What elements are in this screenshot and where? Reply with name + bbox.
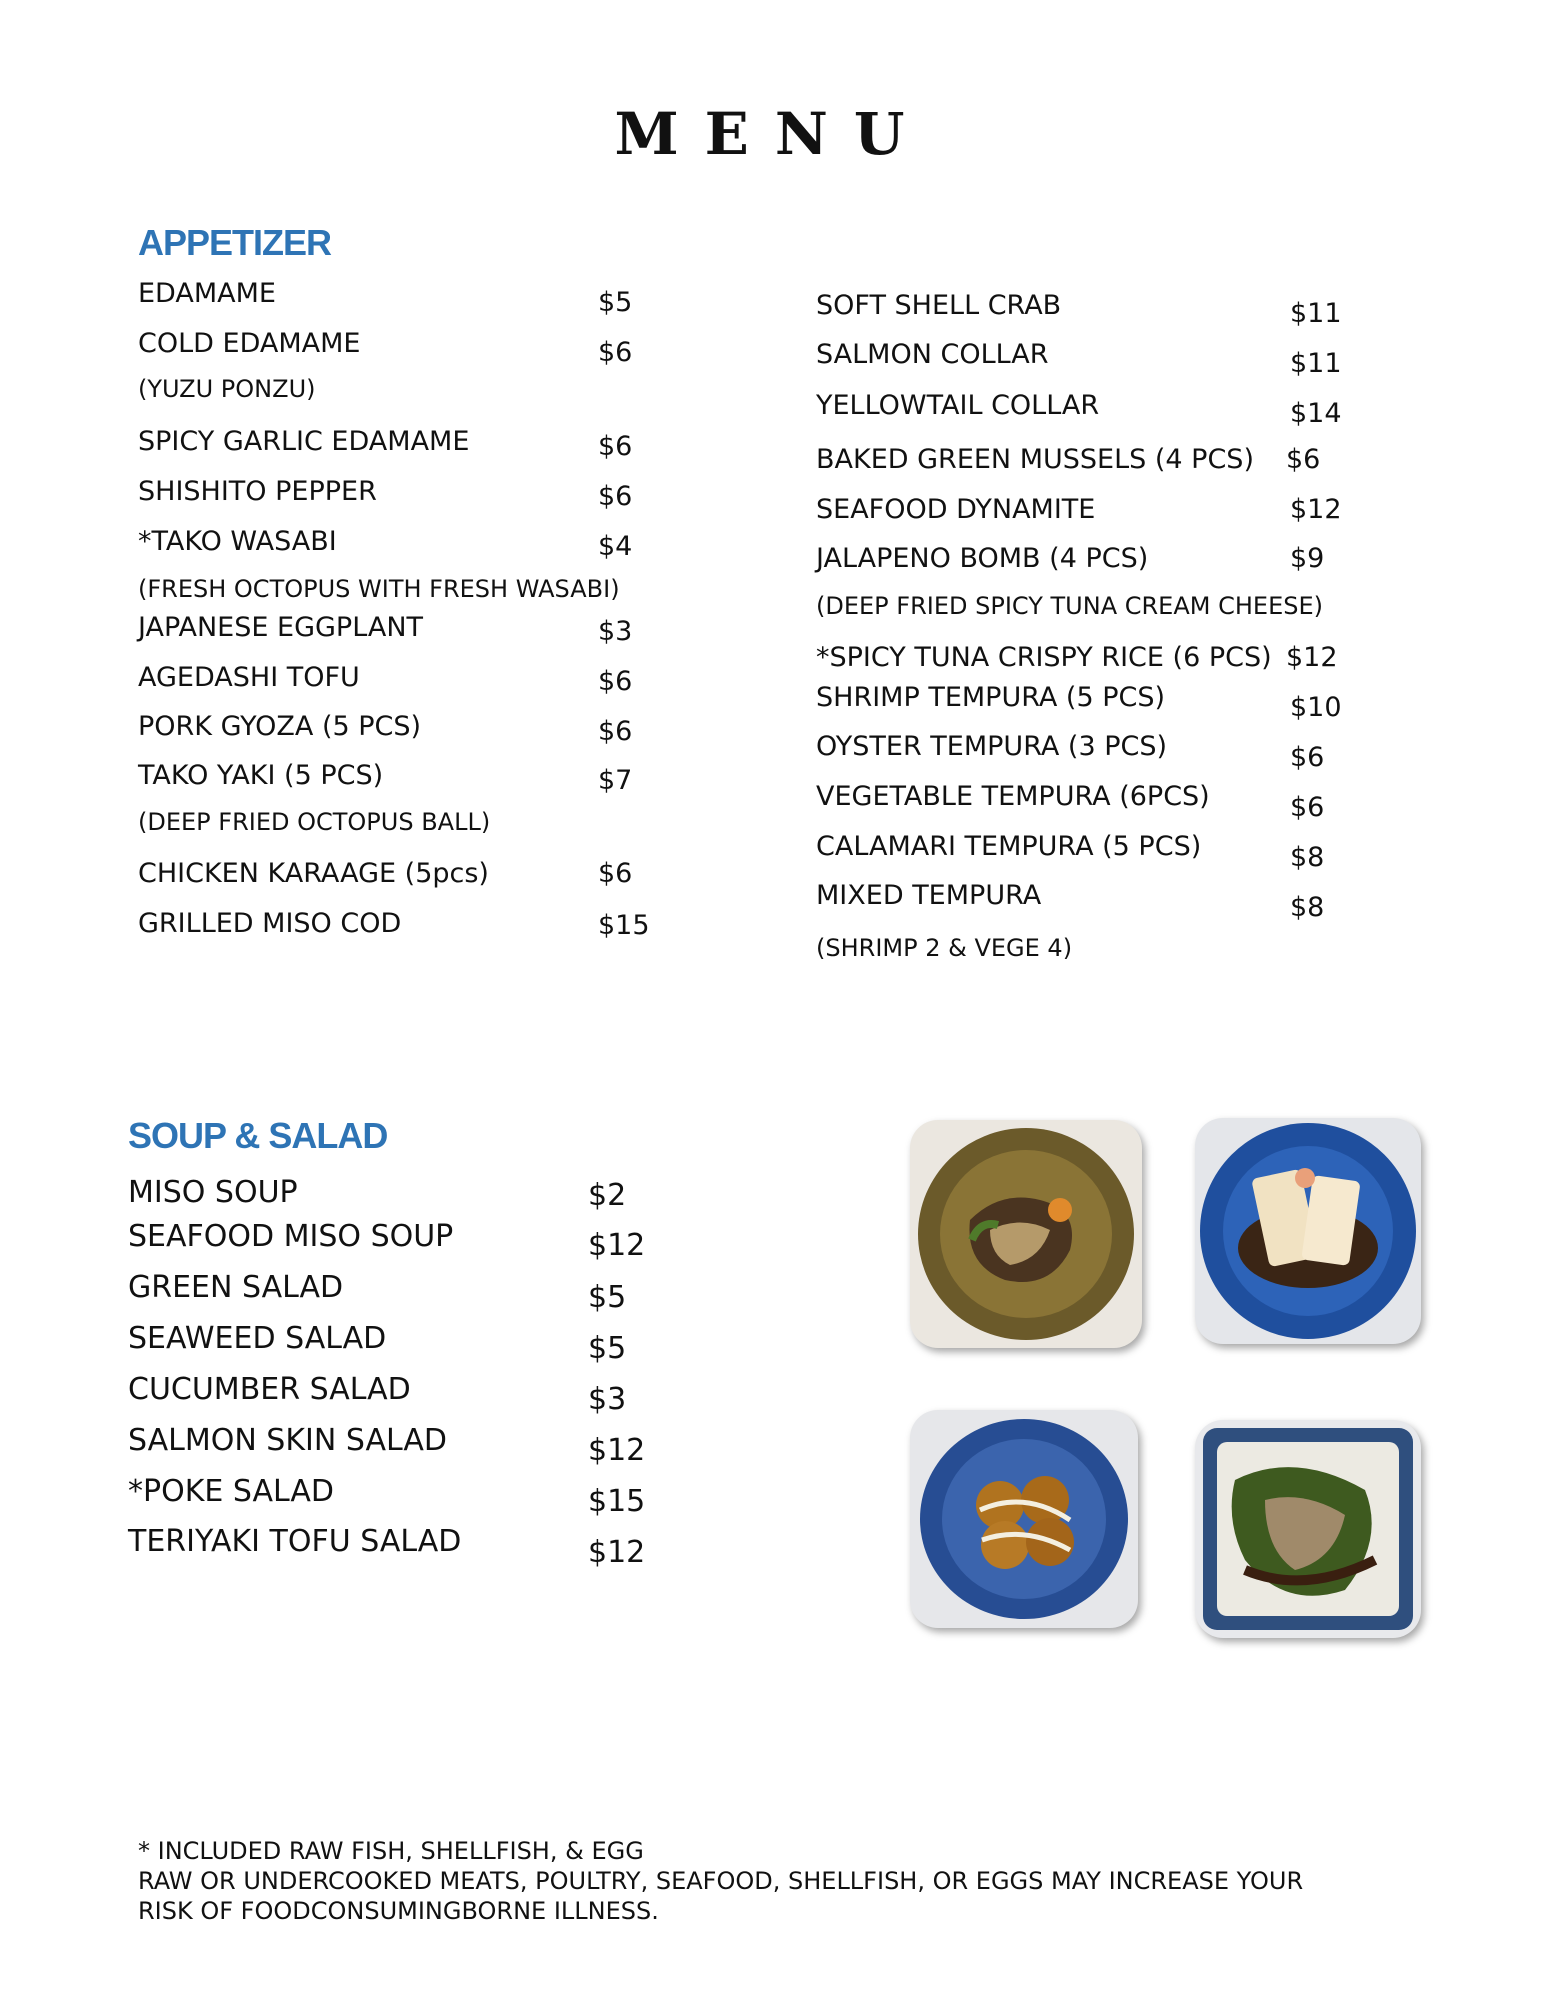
menu-item-name: MIXED TEMPURA <box>816 880 1042 911</box>
food-photo-4 <box>1195 1420 1421 1638</box>
menu-item-name: COLD EDAMAME <box>138 328 361 359</box>
menu-item-name: TAKO YAKI (5 PCS) <box>138 760 384 791</box>
menu-item-name: CALAMARI TEMPURA (5 PCS) <box>816 831 1202 862</box>
menu-item-name: TERIYAKI TOFU SALAD <box>128 1524 462 1559</box>
menu-item-price: $6 <box>598 481 633 512</box>
footer-line-2: RAW OR UNDERCOOKED MEATS, POULTRY, SEAFOOD, SHELLFISH, OR EGGS MAY INCREASE YOUR <box>138 1867 1304 1895</box>
menu-item-price: $6 <box>598 337 633 368</box>
menu-item-price: $6 <box>1290 742 1325 773</box>
footer-line-3: RISK OF FOODCONSUMINGBORNE ILLNESS. <box>138 1897 659 1925</box>
menu-item-price: $12 <box>1286 642 1338 673</box>
menu-item-price: $12 <box>1290 494 1342 525</box>
menu-item-price: $8 <box>1290 892 1325 923</box>
food-photo-3 <box>910 1410 1138 1628</box>
menu-item-name: JAPANESE EGGPLANT <box>138 612 424 643</box>
menu-item-price: $10 <box>1290 692 1342 723</box>
menu-item-name: BAKED GREEN MUSSELS (4 PCS) <box>816 444 1254 475</box>
menu-item-name: SALMON COLLAR <box>816 339 1049 370</box>
menu-item-name: SEAFOOD DYNAMITE <box>816 494 1096 525</box>
menu-item-name: AGEDASHI TOFU <box>138 662 360 693</box>
menu-item-price: $11 <box>1290 298 1342 329</box>
menu-item-price: $15 <box>588 1484 646 1519</box>
menu-item-name: *SPICY TUNA CRISPY RICE (6 PCS) <box>816 642 1272 673</box>
menu-item-note: (SHRIMP 2 & VEGE 4) <box>816 934 1073 962</box>
menu-item-price: $11 <box>1290 348 1342 379</box>
menu-item-price: $2 <box>588 1178 627 1213</box>
menu-item-name: SALMON SKIN SALAD <box>128 1423 447 1458</box>
menu-item-name: CUCUMBER SALAD <box>128 1372 411 1407</box>
menu-item-name: GRILLED MISO COD <box>138 908 402 939</box>
menu-item-price: $9 <box>1290 543 1325 574</box>
menu-item-price: $4 <box>598 531 633 562</box>
food-photo-2 <box>1195 1118 1421 1344</box>
menu-item-name: MISO SOUP <box>128 1175 298 1210</box>
menu-item-note: (DEEP FRIED OCTOPUS BALL) <box>138 808 491 836</box>
menu-item-name: EDAMAME <box>138 278 276 309</box>
menu-item-name: CHICKEN KARAAGE (5pcs) <box>138 858 489 889</box>
menu-item-price: $14 <box>1290 398 1342 429</box>
menu-item-price: $3 <box>598 616 633 647</box>
menu-item-price: $5 <box>588 1280 627 1315</box>
footer-line-1: * INCLUDED RAW FISH, SHELLFISH, & EGG <box>138 1837 644 1865</box>
menu-item-price: $12 <box>588 1228 646 1263</box>
menu-item-price: $6 <box>598 716 633 747</box>
menu-item-name: SEAWEED SALAD <box>128 1321 387 1356</box>
menu-item-name: VEGETABLE TEMPURA (6PCS) <box>816 781 1210 812</box>
menu-item-price: $12 <box>588 1433 646 1468</box>
food-photo-1 <box>910 1120 1142 1348</box>
menu-item-name: SHRIMP TEMPURA (5 PCS) <box>816 682 1166 713</box>
allergy-notice <box>138 1836 1303 1926</box>
menu-item-price: $6 <box>598 858 633 889</box>
menu-item-price: $15 <box>598 910 650 941</box>
appetizer-heading: APPETIZER <box>138 222 332 263</box>
menu-item-name: SOFT SHELL CRAB <box>816 290 1062 321</box>
menu-item-price: $5 <box>588 1331 627 1366</box>
menu-item-name: OYSTER TEMPURA (3 PCS) <box>816 731 1168 762</box>
menu-item-name: PORK GYOZA (5 PCS) <box>138 711 422 742</box>
menu-item-price: $7 <box>598 765 633 796</box>
menu-item-note: (FRESH OCTOPUS WITH FRESH WASABI) <box>138 575 620 603</box>
menu-item-price: $6 <box>598 666 633 697</box>
menu-item-price: $6 <box>1286 444 1321 475</box>
menu-item-name: SEAFOOD MISO SOUP <box>128 1219 454 1254</box>
menu-item-name: GREEN SALAD <box>128 1270 344 1305</box>
menu-item-price: $5 <box>598 287 633 318</box>
menu-item-name: SPICY GARLIC EDAMAME <box>138 426 470 457</box>
page-title: MENU <box>614 100 931 168</box>
menu-item-price: $6 <box>598 431 633 462</box>
menu-item-note: (DEEP FRIED SPICY TUNA CREAM CHEESE) <box>816 592 1323 620</box>
menu-item-price: $3 <box>588 1382 627 1417</box>
menu-item-name: *TAKO WASABI <box>138 526 337 557</box>
menu-item-name: *POKE SALAD <box>128 1474 335 1509</box>
soup-salad-heading: SOUP & SALAD <box>128 1115 388 1156</box>
menu-item-name: JALAPENO BOMB (4 PCS) <box>816 543 1149 574</box>
menu-item-name: YELLOWTAIL COLLAR <box>816 390 1100 421</box>
menu-item-price: $8 <box>1290 842 1325 873</box>
menu-item-price: $12 <box>588 1535 646 1570</box>
menu-item-price: $6 <box>1290 792 1325 823</box>
menu-item-note: (YUZU PONZU) <box>138 375 316 403</box>
menu-item-name: SHISHITO PEPPER <box>138 476 377 507</box>
